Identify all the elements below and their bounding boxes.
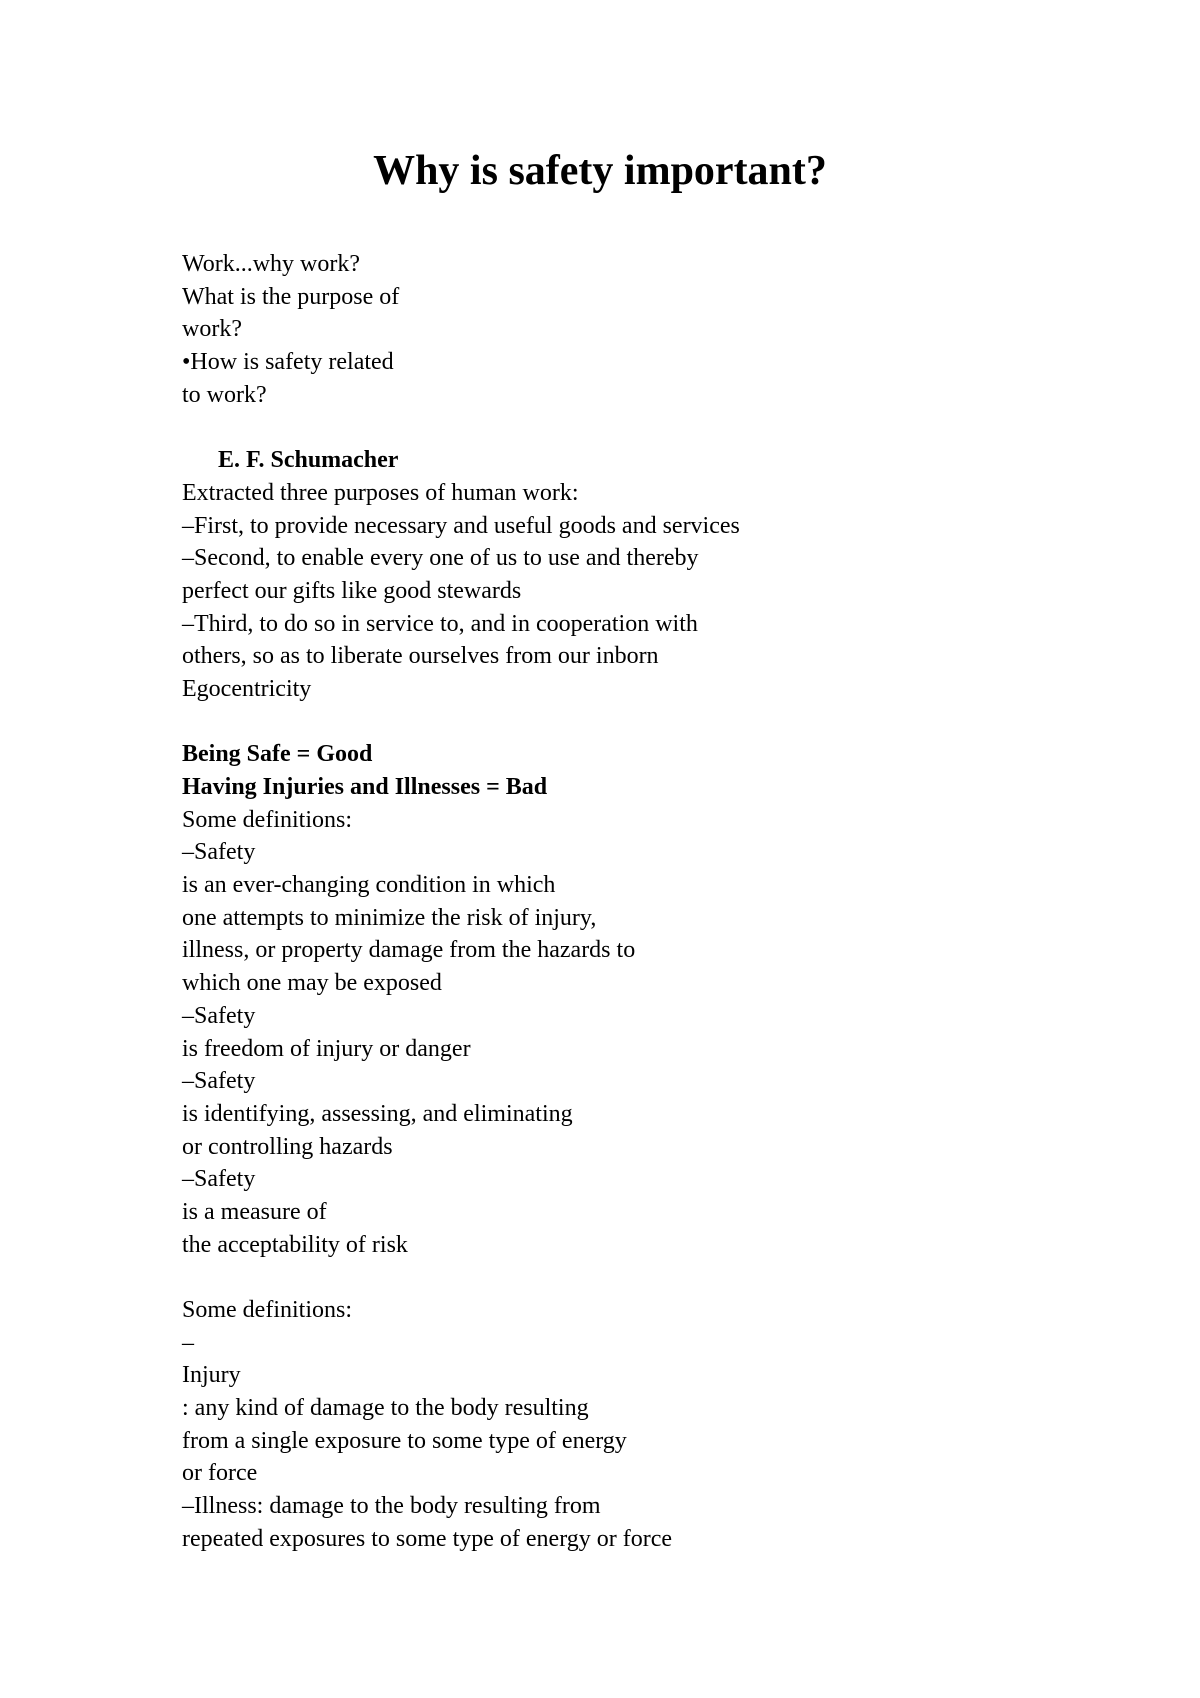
good-bad-section (182, 738, 1162, 803)
page-title: Why is safety important? (373, 148, 827, 194)
definition-line: is a measure of (182, 1198, 327, 1225)
schumacher-line: Egocentricity (182, 675, 312, 702)
schumacher-line: others, so as to liberate ourselves from our inborn (182, 643, 659, 670)
definition-line: the acceptability of risk (182, 1231, 408, 1258)
definition-line: or controlling hazards (182, 1133, 393, 1160)
schumacher-line: perfect our gifts like good stewards (182, 577, 522, 604)
definition-line: –Safety (182, 1068, 256, 1095)
schumacher-line: –Third, to do so in service to, and in cooperation with (182, 610, 698, 637)
schumacher-line: Extracted three purposes of human work: (182, 479, 579, 506)
definition-line: which one may be exposed (182, 970, 442, 997)
definition-line: illness, or property damage from the hazards to (182, 937, 636, 964)
definition-line: –Safety (182, 839, 256, 866)
paragraph-spacer (182, 706, 1162, 739)
intro-line: work? (182, 316, 242, 343)
intro-line: •How is safety related (182, 349, 394, 376)
intro-line: What is the purpose of (182, 283, 400, 310)
definition-line: is an ever-changing condition in which (182, 872, 556, 899)
definition-line: : any kind of damage to the body resulting (182, 1395, 589, 1422)
definition-line: Some definitions: (182, 1297, 352, 1323)
paragraph-spacer (182, 1261, 1162, 1294)
definition-line: repeated exposures to some type of energy or force (182, 1525, 673, 1552)
definition-line: is identifying, assessing, and eliminating (182, 1100, 573, 1127)
definition-line: – (182, 1329, 194, 1356)
intro-line: Work...why work? (182, 251, 361, 277)
definition-line: –Safety (182, 1166, 256, 1193)
schumacher-heading: E. F. Schumacher (218, 447, 399, 474)
definition-line: or force (182, 1460, 258, 1487)
definition-line: one attempts to minimize the risk of injury, (182, 904, 597, 931)
definition-line: Some definitions: (182, 806, 352, 833)
schumacher-section (182, 444, 1162, 706)
schumacher-line: –First, to provide necessary and useful goods and services (182, 512, 740, 539)
schumacher-line: –Second, to enable every one of us to use and thereby (182, 545, 699, 572)
document-body (182, 248, 1162, 1556)
intro-line: to work? (182, 381, 267, 408)
good-statement: Being Safe = Good (182, 741, 373, 768)
intro-section (182, 248, 1162, 411)
definition-line: Injury (182, 1362, 241, 1389)
definition-line: is freedom of injury or danger (182, 1035, 471, 1062)
bad-statement: Having Injuries and Illnesses = Bad (182, 774, 548, 800)
paragraph-spacer (182, 411, 1162, 444)
definitions-section-injury (182, 1294, 1162, 1556)
definition-line: –Safety (182, 1002, 256, 1029)
definitions-section-safety (182, 804, 1162, 1262)
definition-line: –Illness: damage to the body resulting from (182, 1493, 601, 1520)
definition-line: from a single exposure to some type of energy (182, 1427, 627, 1454)
